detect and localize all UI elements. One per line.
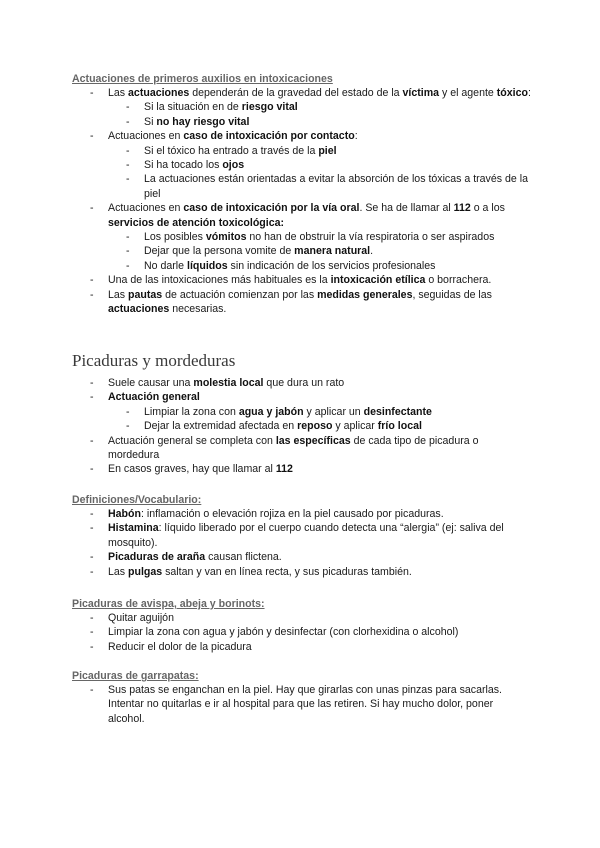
- list-item: [72, 390, 532, 433]
- list-item: [72, 521, 532, 550]
- text: y aplicar un: [303, 405, 364, 418]
- bullet-dash: -: [90, 202, 94, 215]
- list: [72, 611, 532, 654]
- text: Reducir el dolor de la picadura: [108, 640, 252, 653]
- text: Si el tóxico ha entrado a través de la: [144, 144, 319, 157]
- text: causan flictena.: [205, 551, 282, 564]
- list: [72, 683, 532, 726]
- bold-text: servicios de atención toxicológica:: [108, 216, 285, 229]
- text: Suele causar una: [108, 377, 194, 389]
- text: o borrachera.: [425, 274, 492, 287]
- text: Si ha tocado los: [144, 159, 223, 172]
- sublist-item: [72, 405, 532, 419]
- text: No darle: [144, 259, 187, 272]
- bold-text: desinfectante: [363, 405, 432, 418]
- bullet-dash: -: [126, 259, 130, 272]
- bold-text: caso de intoxicación por la vía oral: [183, 202, 360, 215]
- bullet-dash: -: [90, 565, 94, 578]
- bold-text: reposo: [297, 420, 333, 433]
- section-avispa: [72, 597, 532, 654]
- text: :: [527, 87, 531, 99]
- bullet-dash: -: [126, 245, 130, 258]
- bullet-dash: -: [126, 231, 130, 244]
- bold-text: pautas: [128, 288, 163, 301]
- text: Las: [108, 288, 129, 301]
- bullet-dash: -: [90, 434, 94, 447]
- sublist-item: [72, 172, 532, 201]
- bold-text: Picaduras de araña: [108, 551, 206, 564]
- bullet-dash: -: [126, 173, 130, 186]
- sublist: [108, 405, 532, 434]
- list-item: [72, 434, 532, 463]
- bullet-dash: -: [126, 115, 130, 128]
- text: no han de obstruir la vía respiratoria o ser aspirados: [246, 231, 495, 244]
- section-title: Picaduras y mordeduras: [72, 351, 236, 370]
- text: : líquido liberado por el cuerpo cuando detecta una “alergia” (ej: saliva del mosquito).: [108, 522, 504, 549]
- text: Actuación general se completa con: [108, 434, 276, 447]
- section-heading: Picaduras de garrapatas:: [72, 670, 199, 682]
- bold-text: actuaciones: [108, 303, 170, 316]
- bullet-dash: -: [90, 130, 94, 143]
- bullet-dash: -: [90, 626, 94, 639]
- bold-text: no hay riesgo vital: [156, 115, 250, 128]
- list-item: [72, 288, 532, 317]
- bold-text: líquidos: [187, 259, 228, 272]
- bold-text: las específicas: [275, 434, 351, 447]
- text: Dejar que la persona vomite de: [144, 245, 295, 258]
- bullet-dash: -: [126, 159, 130, 172]
- bold-text: caso de intoxicación por contacto: [183, 130, 355, 143]
- section-picaduras: [72, 350, 532, 477]
- list: [72, 376, 532, 477]
- bold-text: 112: [275, 463, 293, 476]
- bold-text: frío local: [377, 420, 422, 433]
- bold-text: víctima: [402, 87, 440, 99]
- text: Actuaciones en: [108, 130, 184, 143]
- sublist-item: [72, 419, 532, 433]
- sublist-item: [72, 244, 532, 258]
- bullet-dash: -: [90, 640, 94, 653]
- text: . Se ha de llamar al: [359, 202, 454, 215]
- text: Limpiar la zona con: [144, 405, 239, 418]
- section-intoxicaciones: [72, 72, 532, 317]
- list-item: [72, 376, 532, 390]
- list-item: [72, 86, 532, 129]
- list-item: [72, 129, 532, 201]
- sublist-item: [72, 158, 532, 172]
- text: Limpiar la zona con agua y jabón y desinfectar (con clorhexidina o alcohol): [108, 626, 459, 639]
- bold-text: molestia local: [193, 377, 264, 389]
- sublist-item: [72, 259, 532, 273]
- list-item: [72, 201, 532, 273]
- text: Si la situación en de: [144, 101, 242, 114]
- text: Las: [108, 565, 129, 578]
- bold-text: piel: [318, 144, 337, 157]
- bullet-dash: -: [90, 551, 94, 564]
- bullet-dash: -: [126, 101, 130, 114]
- text: Quitar aguijón: [108, 612, 174, 624]
- text: saltan y van en línea recta, y sus picaduras también.: [162, 565, 412, 578]
- bullet-dash: -: [90, 377, 94, 389]
- text: que dura un rato: [263, 377, 345, 389]
- text: Las: [108, 87, 129, 99]
- list-item: [72, 565, 532, 579]
- text: y el agente: [439, 87, 497, 99]
- bold-text: medidas generales: [317, 288, 413, 301]
- section-heading: Actuaciones de primeros auxilios en intoxicaciones: [72, 73, 333, 85]
- sublist: [108, 144, 532, 202]
- bullet-dash: -: [126, 144, 130, 157]
- section-heading: Definiciones/Vocabulario:: [72, 494, 202, 506]
- bullet-dash: -: [126, 420, 130, 433]
- bold-text: pulgas: [128, 565, 163, 578]
- bold-text: actuaciones: [128, 87, 190, 99]
- bold-text: manera natural: [294, 245, 371, 258]
- text: de cada tipo de picadura o mordedura: [108, 434, 479, 462]
- list-item: [72, 683, 532, 726]
- bold-text: Habón: [108, 508, 141, 520]
- text: dependerán de la gravedad del estado de la: [189, 87, 403, 99]
- sublist: [108, 100, 532, 129]
- text: En casos graves, hay que llamar al: [108, 463, 276, 476]
- bullet-dash: -: [90, 391, 94, 404]
- bold-text: ojos: [222, 159, 245, 172]
- bullet-dash: -: [90, 274, 94, 287]
- bullet-dash: -: [90, 508, 94, 520]
- list-item: [72, 273, 532, 287]
- section-definiciones: [72, 493, 532, 579]
- text: sin indicación de los servicios profesionales: [227, 259, 436, 272]
- text: de actuación comienzan por las: [162, 288, 318, 301]
- section-heading: Picaduras de avispa, abeja y borinots:: [72, 598, 265, 610]
- bold-text: riesgo vital: [241, 101, 298, 114]
- bold-text: vómitos: [205, 231, 247, 244]
- text: Si: [144, 115, 157, 128]
- bullet-dash: -: [90, 288, 94, 301]
- sublist-item: [72, 100, 532, 114]
- bold-text: Actuación general: [108, 391, 200, 404]
- list: [72, 507, 532, 579]
- text: Sus patas se enganchan en la piel. Hay que girarlas con unas pinzas para sacarlas. Intentar no quitarlas e ir al hospital para que las retiren. Si hay mucho dolor, poner alcohol.: [108, 684, 502, 725]
- bold-text: 112: [453, 202, 471, 215]
- text: o a los: [470, 202, 505, 215]
- list-item: [72, 625, 532, 639]
- text: Los posibles: [144, 231, 206, 244]
- bullet-dash: -: [90, 463, 94, 476]
- bold-text: agua y jabón: [238, 405, 304, 418]
- bullet-dash: -: [90, 87, 94, 99]
- text: :: [354, 130, 358, 143]
- text: : inflamación o elevación rojiza en la piel causado por picaduras.: [140, 508, 444, 520]
- list: [72, 86, 532, 317]
- list-item: [72, 550, 532, 564]
- text: Una de las intoxicaciones más habituales es la: [108, 274, 331, 287]
- bullet-dash: -: [126, 405, 130, 418]
- text: , seguidas de las: [412, 288, 492, 301]
- bold-text: Histamina: [108, 522, 159, 535]
- sublist-item: [72, 115, 532, 129]
- bullet-dash: -: [90, 522, 94, 535]
- bullet-dash: -: [90, 684, 94, 696]
- text: Actuaciones en: [108, 202, 184, 215]
- section-garrapatas: [72, 669, 532, 726]
- sublist: [108, 230, 532, 273]
- text: y aplicar: [332, 420, 378, 433]
- list-item: [72, 611, 532, 625]
- sublist-item: [72, 230, 532, 244]
- text: necesarias.: [169, 303, 227, 316]
- text: .: [370, 245, 374, 258]
- bold-text: tóxico: [496, 87, 528, 99]
- text: Dejar la extremidad afectada en: [144, 420, 298, 433]
- list-item: [72, 640, 532, 654]
- bold-text: intoxicación etílica: [330, 274, 426, 287]
- sublist-item: [72, 144, 532, 158]
- bullet-dash: -: [90, 612, 94, 624]
- text: La actuaciones están orientadas a evitar la absorción de los tóxicas a través de la piel: [144, 173, 528, 200]
- list-item: [72, 462, 532, 476]
- list-item: [72, 507, 532, 521]
